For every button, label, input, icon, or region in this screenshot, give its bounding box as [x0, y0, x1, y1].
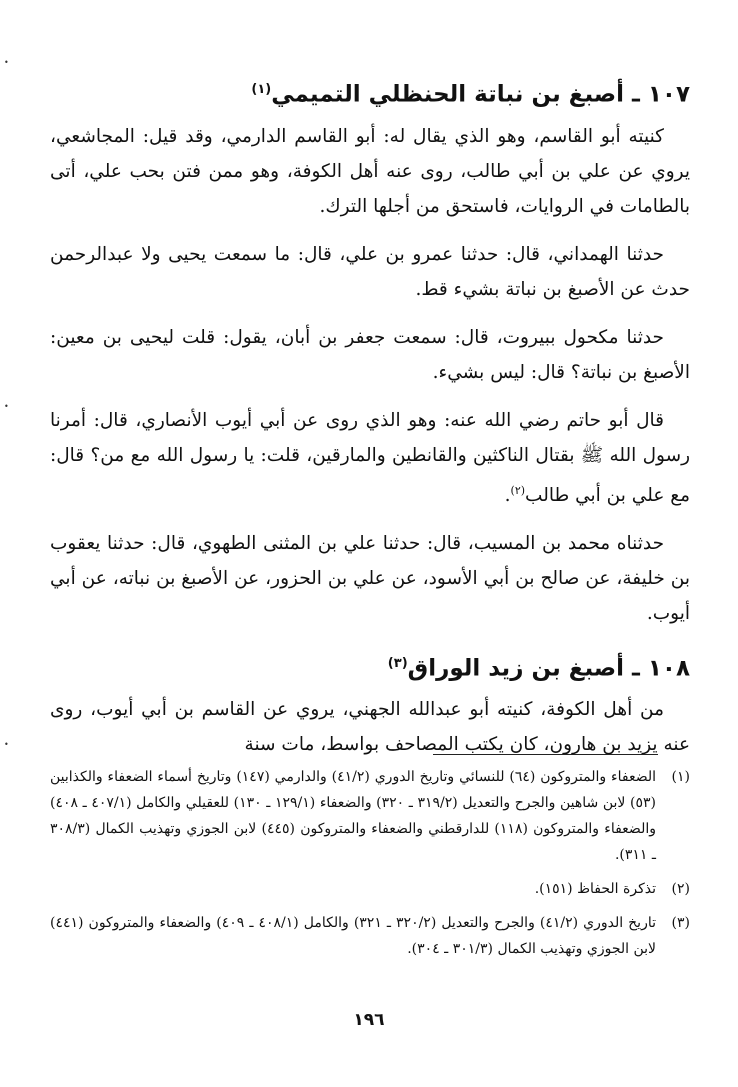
scan-mark-top: •	[4, 58, 9, 67]
scan-mark-bottom: •	[4, 740, 9, 749]
entry-108-title-text: ١٠٨ ـ أصبغ بن زيد الوراق	[407, 655, 690, 682]
footnote-3	[50, 910, 690, 962]
footnote-divider	[433, 754, 658, 755]
page-number: ١٩٦	[353, 1010, 385, 1030]
footnote-3-number: (٣)	[671, 915, 690, 931]
entry-107-paragraph-5: حدثناه محمد بن المسيب، قال: حدثنا علي بن المثنى الطهوي، قال: حدثنا يعقوب بن خليفة، عن صالح بن أبي الأسود، عن علي بن الحزور، عن الأصبغ بن نباته، عن أبي أيوب.	[50, 532, 690, 624]
footnote-1	[50, 764, 690, 868]
entry-107-paragraph-1: كنيته أبو القاسم، وهو الذي يقال له: أبو القاسم الدارمي، وقد قيل: المجاشعي، يروي عن علي بن أبي طالب، روى عنه أهل الكوفة، وهو ممن فتن بحب علي، أتى بالطامات في الروايات، فاستحق من أجلها الترك.	[50, 125, 690, 217]
entry-108-paragraph-1: من أهل الكوفة، كنيته أبو عبدالله الجهني، يروي عن القاسم بن أبي أيوب، روى عنه يزيد بن هارون، كان يكتب المصاحف بواسط، مات سنة	[50, 699, 690, 756]
footnote-2-number: (٢)	[671, 881, 690, 897]
entry-107-paragraph-3: حدثنا مكحول ببيروت، قال: سمعت جعفر بن أبان، يقول: قلت ليحيى بن معين: الأصبغ بن نباتة؟ قال: ليس بشيء.	[50, 326, 690, 383]
main-text	[50, 60, 690, 775]
entry-107-title-text: ١٠٧ ـ أصبغ بن نباتة الحنظلي التميمي	[271, 81, 690, 108]
footnote-2-text: تذكرة الحفاظ (١٥١).	[534, 881, 656, 897]
footnote-2	[50, 876, 690, 902]
entry-107-paragraph-4	[50, 403, 690, 513]
footnotes	[50, 764, 690, 970]
entry-108-title	[50, 644, 690, 689]
footnote-1-number: (١)	[671, 769, 690, 785]
footnote-1-text: الضعفاء والمتروكون (٦٤) للنسائي وتاريخ الدوري (٤١/٢) والدارمي (١٤٧) وتاريخ أسماء الضعفاء والكذابين (٥٣) لابن شاهين والجرح والتعديل (٣١٩/٢ ـ ٣٢٠) والضعفاء (١٢٩/١ ـ ١٣٠) للعقيلي والكامل (٤٠٧/١ ـ ٤٠٨) والضعفاء والمتروكون (١١٨) للدارقطني والضعفاء والمتروكون (٤٤٥) لابن الجوزي وتهذيب الكمال (٣٠٨/٣ ـ ٣١١).	[50, 769, 656, 863]
footnote-ref-3[interactable]: (٣)	[387, 655, 408, 671]
entry-107-title	[50, 70, 690, 115]
footnote-ref-1[interactable]: (١)	[251, 82, 272, 97]
entry-107-paragraph-4-end: .	[504, 484, 511, 506]
entry-107-paragraph-2: حدثنا الهمداني، قال: حدثنا عمرو بن علي، قال: ما سمعت يحيى ولا عبدالرحمن حدث عن الأصبغ بن نباتة بشيء قط.	[50, 243, 690, 300]
footnote-ref-2[interactable]: (٢)	[510, 483, 526, 497]
footnote-3-text: تاريخ الدوري (٤١/٢) والجرح والتعديل (٣٢٠/٢ ـ ٣٢١) والكامل (٤٠٨/١ ـ ٤٠٩) والضعفاء والمتروكون (٤٤١) لابن الجوزي وتهذيب الكمال (٣٠١/٣ ـ ٣٠٤).	[50, 915, 656, 957]
entry-107-paragraph-4-text: قال أبو حاتم رضي الله عنه: وهو الذي روى عن أبي أيوب الأنصاري، قال: أمرنا رسول الله ﷺ بقتال الناكثين والقانطين والمارقين، قلت: يا رسول الله مع من؟ قال: مع علي بن أبي طالب	[50, 409, 690, 506]
scan-mark-middle: •	[4, 402, 9, 411]
